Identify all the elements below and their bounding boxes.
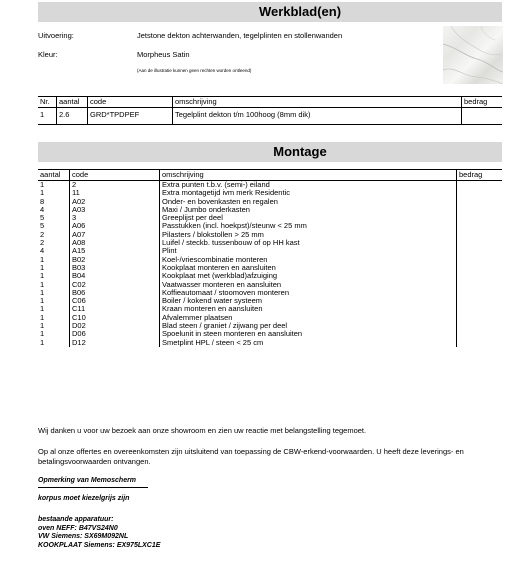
- cell-code: A02: [70, 198, 160, 206]
- cell-bedrag: [457, 297, 503, 305]
- montage-table-header: [38, 170, 502, 181]
- werkblad-table-header: [38, 97, 502, 108]
- cell-bedrag: [457, 181, 503, 190]
- cell-code: B03: [70, 264, 160, 272]
- cell-bedrag: [457, 339, 503, 347]
- table-row: [38, 339, 502, 347]
- cell-omschrijving: Onder- en bovenkasten en regalen: [160, 198, 457, 206]
- cell-bedrag: [457, 281, 503, 289]
- cell-code: D12: [70, 339, 160, 347]
- cell-omschrijving: Smetplint HPL / steen < 25 cm: [160, 339, 457, 347]
- cell-code: A03: [70, 206, 160, 214]
- cell-aantal: 1: [40, 188, 45, 198]
- cell-code: 11: [70, 189, 160, 197]
- cell-aantal: 1: [40, 254, 45, 264]
- appliance-line: KOOKPLAAT Siemens: EX975LXC1E: [38, 541, 161, 549]
- cell-bedrag: [457, 231, 503, 239]
- divider: [38, 487, 148, 488]
- col-bedrag: bedrag: [462, 97, 503, 108]
- cell-bedrag: [457, 239, 503, 247]
- col-code: code: [88, 97, 173, 108]
- cell-code: B04: [70, 272, 160, 280]
- cell-omschrijving: Koel-/vriescombinatie monteren: [160, 256, 457, 264]
- cell-code: D02: [70, 322, 160, 330]
- appliance-line: oven NEFF: B47VS24N0: [38, 524, 118, 532]
- cell-aantal: 4: [40, 204, 45, 214]
- col-bedrag: bedrag: [457, 170, 503, 181]
- table-row: [38, 222, 502, 230]
- cell-aantal: 2.6: [57, 108, 88, 125]
- cell-aantal: 8: [40, 196, 45, 206]
- col-aantal: aantal: [57, 97, 88, 108]
- cell-aantal: 1: [40, 321, 45, 331]
- uitvoering-label: Uitvoering:: [38, 31, 74, 40]
- cell-omschrijving: Kookplaat met (werkblad)afzuiging: [160, 272, 457, 280]
- table-row: [38, 297, 502, 305]
- cell-omschrijving: Maxi / Jumbo onderkasten: [160, 206, 457, 214]
- cell-aantal: 1: [40, 296, 45, 306]
- appliance-line: VW Siemens: SX69M092NL: [38, 533, 129, 540]
- cell-aantal: 1: [40, 312, 45, 322]
- cell-bedrag: [457, 247, 503, 255]
- cell-bedrag: [457, 305, 503, 313]
- cell-code: A06: [70, 222, 160, 230]
- cell-code: 3: [70, 214, 160, 222]
- table-row: [38, 239, 502, 247]
- worksheet-title: Werkblad(en): [258, 4, 342, 19]
- cell-bedrag: [457, 289, 503, 297]
- col-aantal: aantal: [38, 170, 70, 181]
- cell-code: C02: [70, 281, 160, 289]
- cell-bedrag: [457, 198, 503, 206]
- cell-omschrijving: Luifel / steckb. tussenbouw of op HH kast: [160, 239, 457, 247]
- remarks-note: korpus moet kiezelgrijs zijn: [38, 495, 130, 502]
- cell-omschrijving: Plint: [160, 247, 457, 255]
- cell-code: C10: [70, 314, 160, 322]
- table-row: [38, 108, 502, 125]
- cell-bedrag: [457, 214, 503, 222]
- cell-aantal: 1: [40, 287, 45, 297]
- table-row: [38, 289, 502, 297]
- col-code: code: [70, 170, 160, 181]
- appliances-heading: bestaande apparatuur:: [38, 516, 114, 523]
- worksheet-title-bar: [38, 2, 502, 22]
- cell-aantal: 1: [40, 262, 45, 272]
- cell-bedrag: [457, 264, 503, 272]
- table-row: [38, 247, 502, 255]
- cell-bedrag: [457, 314, 503, 322]
- cell-code: B06: [70, 289, 160, 297]
- cell-code: B02: [70, 256, 160, 264]
- terms-text: Op al onze offertes en overeenkomsten zijn uitsluitend van toepassing de CBW-erkend-voorwaarden. U heeft deze leverings- en betalingsvoorwaarden ontvangen.: [38, 447, 464, 466]
- cell-code: 2: [70, 181, 160, 190]
- cell-bedrag: [457, 222, 503, 230]
- cell-aantal: 2: [40, 229, 45, 239]
- cell-omschrijving: Passtukken (incl. hoekpst)/steunw < 25 mm: [160, 222, 457, 230]
- cell-aantal: 5: [40, 213, 45, 223]
- cell-omschrijving: Extra montagetijd ivm merk Residentic: [160, 189, 457, 197]
- cell-omschrijving: Afvalemmer plaatsen: [160, 314, 457, 322]
- cell-omschrijving: Extra punten t.b.v. (semi-) eiland: [160, 181, 457, 190]
- cell-code: C11: [70, 305, 160, 313]
- cell-bedrag: [457, 272, 503, 280]
- table-row: [38, 206, 502, 214]
- table-row: [38, 305, 502, 313]
- cell-code: GRD*TPDPEF: [88, 108, 173, 125]
- cell-aantal: 1: [40, 180, 45, 189]
- cell-aantal: 1: [40, 337, 45, 347]
- cell-omschrijving: Kookplaat monteren en aansluiten: [160, 264, 457, 272]
- cell-bedrag: [457, 206, 503, 214]
- cell-omschrijving: Vaatwasser monteren en aansluiten: [160, 281, 457, 289]
- cell-code: C06: [70, 297, 160, 305]
- cell-aantal: 4: [40, 246, 45, 256]
- material-swatch-image: [443, 26, 503, 84]
- cell-bedrag: [462, 108, 503, 125]
- cell-code: A08: [70, 239, 160, 247]
- cell-bedrag: [457, 189, 503, 197]
- cell-aantal: 5: [40, 221, 45, 231]
- cell-omschrijving: Spoelunit in steen monteren en aansluiten: [160, 330, 457, 338]
- montage-title-bar: [38, 142, 502, 162]
- montage-table: [38, 169, 502, 347]
- cell-aantal: 1: [40, 304, 45, 314]
- cell-code: A15: [70, 247, 160, 255]
- cell-nr: 1: [38, 108, 57, 125]
- remarks-heading: Opmerking van Memoscherm: [38, 477, 137, 484]
- cell-omschrijving: Koffieautomaat / stoomoven monteren: [160, 289, 457, 297]
- col-omschrijving: omschrijving: [173, 97, 462, 108]
- cell-aantal: 1: [40, 271, 45, 281]
- werkblad-table: [38, 96, 502, 125]
- cell-aantal: 1: [40, 279, 45, 289]
- table-row: [38, 198, 502, 206]
- cell-code: A07: [70, 231, 160, 239]
- cell-omschrijving: Kraan monteren en aansluiten: [160, 305, 457, 313]
- cell-omschrijving: Greeplijst per deel: [160, 214, 457, 222]
- cell-aantal: 2: [40, 238, 45, 248]
- cell-aantal: 1: [40, 329, 45, 339]
- cell-bedrag: [457, 330, 503, 338]
- cell-omschrijving: Blad steen / graniet / zijwang per deel: [160, 322, 457, 330]
- thanks-text: Wij danken u voor uw bezoek aan onze showroom en zien uw reactie met belangstelling tegemoet.: [38, 426, 367, 435]
- montage-title: Montage: [273, 144, 327, 159]
- kleur-value: Morpheus Satin: [137, 50, 190, 59]
- col-omschrijving: omschrijving: [160, 170, 457, 181]
- cell-bedrag: [457, 322, 503, 330]
- cell-code: D06: [70, 330, 160, 338]
- table-row: [38, 330, 502, 338]
- uitvoering-value: Jetstone dekton achterwanden, tegelplinten en stollenwanden: [137, 31, 343, 40]
- cell-omschrijving: Tegelplint dekton t/m 100hoog (8mm dik): [173, 108, 462, 125]
- col-nr: Nr.: [38, 97, 57, 108]
- illustration-disclaimer: (Aan de illustratie kunnen geen rechten worden ontleend): [137, 68, 252, 73]
- cell-omschrijving: Boiler / kokend water systeem: [160, 297, 457, 305]
- kleur-label: Kleur:: [38, 50, 58, 59]
- cell-omschrijving: Pilasters / blokstollen > 25 mm: [160, 231, 457, 239]
- cell-bedrag: [457, 256, 503, 264]
